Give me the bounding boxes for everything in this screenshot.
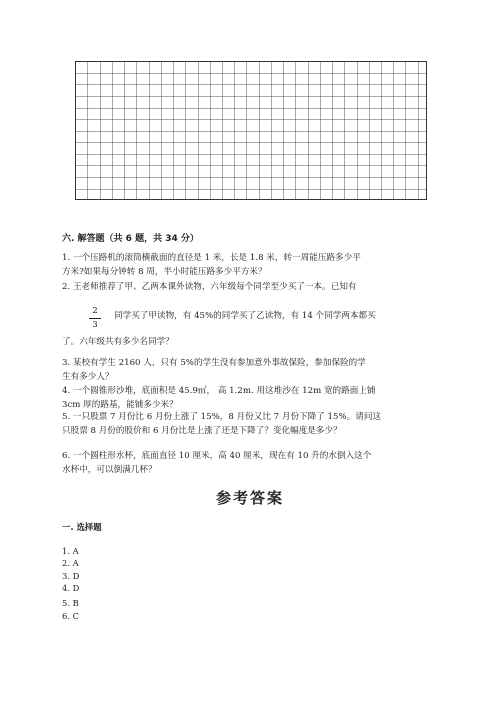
- problem-line: 方米?如果每分钟转 8 周，半小时能压路多少平方米？: [62, 267, 267, 277]
- problem-line: 只股票 8 月份的股价和 6 月份比是上涨了还是下降了？变化幅度是多少？: [62, 426, 342, 436]
- fraction: [89, 306, 101, 331]
- answer-item: 1. A: [62, 546, 79, 556]
- problem-line: 4. 一个圆锥形沙堆，底面积是 45.9㎡， 高 1.2m. 用这堆沙在 12m 宽的路面上铺: [62, 386, 376, 396]
- problem-line: 了。六年级共有多少名同学？: [62, 337, 174, 347]
- answer-item: 4. D: [62, 583, 80, 593]
- problem-line: 水杯中，可以倒满几杯？: [62, 465, 157, 475]
- problem-line: 同学买了甲读物，有 45%的同学买了乙读物，有 14 个同学两本都买: [114, 311, 376, 321]
- problem-line: 3cm 厚的路基，能铺多少米？: [62, 400, 178, 410]
- answer-item: 5. B: [62, 598, 79, 608]
- problem-line: 2. 王老师推荐了甲、乙两本课外读物，六年级每个同学至少买了一本。已知有: [62, 282, 357, 292]
- answer-item: 6. C: [62, 611, 80, 621]
- answer-item: 2. A: [62, 558, 79, 568]
- problem-line: 生有多少人？: [62, 372, 114, 382]
- answer-section-heading: 一. 选择题: [62, 522, 102, 532]
- fraction-numerator: 2: [92, 306, 98, 316]
- answer-title: 参考答案: [215, 489, 284, 507]
- problem-line: 6. 一个圆柱形水杯，底面直径 10 厘米，高 40 厘米，现在有 10 升的水倒入这个: [62, 451, 372, 461]
- answer-item: 3. D: [62, 571, 80, 581]
- problem-line: 5. 一只股票 7 月份比 6 月份上涨了 15%，8 月份又比 7 月份下降了 15%。请问这: [62, 412, 382, 422]
- section-six-heading: 六. 解答题（共 6 题，共 34 分）: [62, 234, 199, 244]
- problem-line: 3. 某校有学生 2160 人，只有 5%的学生没有参加意外事故保险，参加保险的学: [62, 358, 366, 368]
- fraction-bar: [89, 318, 101, 319]
- fraction-denominator: 3: [92, 320, 98, 330]
- problem-line: 1. 一个压路机的滚筒横截面的直径是 1 米，长是 1.8 米，转一周能压路多少平: [62, 253, 361, 263]
- answer-grid: [75, 61, 427, 200]
